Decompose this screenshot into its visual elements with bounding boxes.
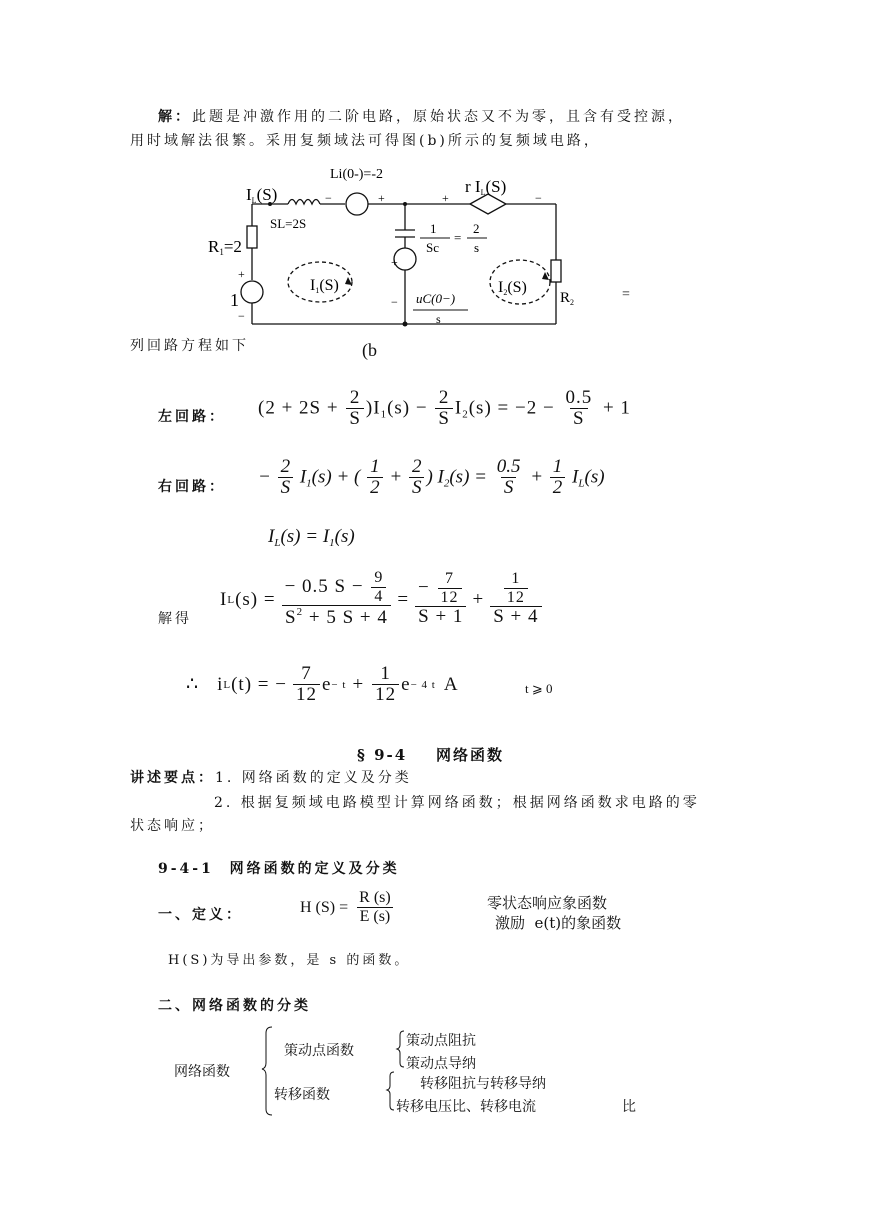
tree-leaf-4: 转移电压比、转移电流 xyxy=(396,1099,536,1115)
right-loop-equation: − $\frac{2}{S}$ $I_1(s)$ + ( $\frac{1}{2}$ + $\frac{2}{S}$ ) $I_2(s)$ = $\frac{0.5}{S}$ + $\frac{1}{2}$ $I_L(s)$ xyxy=(258,456,605,498)
loop2-label: I2(S) xyxy=(498,279,527,297)
tree-leaf-2: 策动点导纳 xyxy=(406,1056,476,1072)
tree-root: 网络函数 xyxy=(174,1064,230,1080)
r1-label: R1=2 xyxy=(208,237,242,257)
right-loop-label: 右回路： xyxy=(158,479,226,495)
tree-leaf-4b: 比 xyxy=(622,1099,636,1115)
vs-minus: − xyxy=(325,191,332,205)
definition-formula: H (S) = $\frac{R (s)}{E (s)}$ xyxy=(300,890,396,925)
intro-label: 解： xyxy=(158,109,192,125)
source-value: 1 xyxy=(230,290,239,310)
figure-caption: (b xyxy=(362,340,377,360)
key-points-item-2: 2. 根据复频域电路模型计算网络函数；根据网络函数求电路的零 xyxy=(214,795,700,811)
intro-line-2: 用时域解法很繁。采用复频域法可得图(b)所示的复频域电路， xyxy=(130,133,601,149)
il-label: IL(S) xyxy=(246,185,278,205)
result-equation: ∴ i L (t) = − $\frac{7}{12}$ e − t + $\frac{1}{12}$ e − 4 t A xyxy=(186,663,459,705)
intro-paragraph xyxy=(158,106,685,126)
uc-plus: + xyxy=(391,255,398,269)
loop1-label: I1(S) xyxy=(310,277,339,295)
cap-den: Sc xyxy=(426,240,439,255)
r2-label: $R_2$ xyxy=(560,290,575,307)
classification-title: 二、网络函数的分类 xyxy=(158,998,311,1014)
h-note: H(S)为导出参数，是 s 的函数。 xyxy=(168,953,411,968)
cap-den2: s xyxy=(474,240,480,255)
ctrl-label: r IL(S) xyxy=(465,177,507,197)
loop-intro: 列回路方程如下 xyxy=(130,338,249,354)
result-condition: t ⩾ 0 xyxy=(525,681,553,696)
definition-label: 一、定义： xyxy=(158,907,243,923)
source-plus: + xyxy=(238,267,245,281)
subsection-title: 9-4-1 网络函数的定义及分类 xyxy=(158,861,400,877)
intro-line-1: 此题是冲激作用的二阶电路，原始状态又不为零，且含有受控源， xyxy=(192,109,685,125)
cap-num2: 2 xyxy=(473,221,480,236)
left-loop-equation: (2 + 2S + $\frac{2}{S}$ )$I_1(s)$ − $\frac{2}{S}$ $I_2(s) = -2$ − $\frac{0.5}{S}$ + 1 xyxy=(258,387,631,429)
tree-leaf-3: 转移阻抗与转移导纳 xyxy=(420,1076,546,1092)
left-loop-label: 左回路： xyxy=(158,409,226,425)
tree-leaf-1: 策动点阻抗 xyxy=(406,1033,476,1049)
uc-minus: − xyxy=(391,295,398,309)
solve-equation: I L (s) = − 0.5 S − $\frac{9}{4}$ $S^2 + 5$ S + 4 = − $\frac{7}{12}$ S + 1 + $\frac{\frac{1}{12}}{S + 4}$ xyxy=(220,570,544,629)
r2-equals: = xyxy=(622,287,630,302)
source-minus: − xyxy=(238,309,245,323)
solve-label: 解得 xyxy=(158,611,192,627)
tree-branch-driving-point: 策动点函数 xyxy=(284,1043,354,1059)
section-title: § 9-4 网络函数 xyxy=(357,746,505,764)
tree-branch-transfer: 转移函数 xyxy=(274,1087,330,1103)
cap-eq: = xyxy=(454,230,462,245)
uc-den: s xyxy=(436,312,441,326)
definition-note-1: 零状态响应象函数 xyxy=(487,894,608,912)
ctrl-minus: − xyxy=(535,191,542,205)
sl-label: SL=2S xyxy=(270,216,307,231)
definition-note-2: 激励 e(t)的象函数 xyxy=(495,914,622,932)
li0-label: Li(0-)=-2 xyxy=(330,167,383,182)
key-points-item-2b: 状态响应； xyxy=(130,818,215,834)
circuit-diagram xyxy=(190,160,610,360)
cap-num: 1 xyxy=(430,221,437,236)
uc-num: uC(0−) xyxy=(416,291,456,306)
ctrl-plus: + xyxy=(442,191,449,205)
vs-plus: + xyxy=(378,191,385,205)
key-points-line-1: 讲述要点：1. 网络函数的定义及分类 xyxy=(130,770,412,786)
il-equation: $I_L(s) = I_1(s)$ xyxy=(268,526,355,549)
